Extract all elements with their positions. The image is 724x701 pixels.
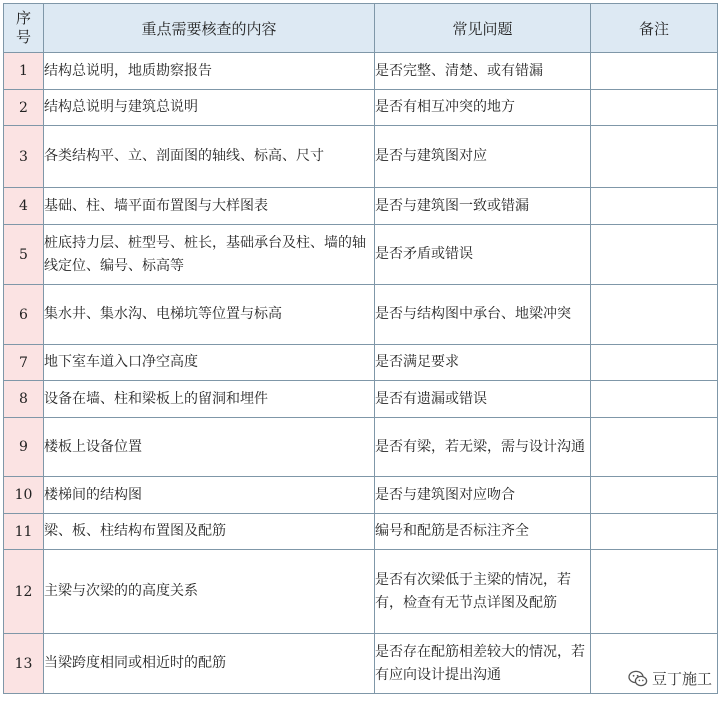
row-issue: 是否与建筑图对应吻合 [375, 477, 591, 514]
row-issue: 是否有遗漏或错误 [375, 381, 591, 418]
row-note [591, 188, 718, 225]
row-content: 集水井、集水沟、电梯坑等位置与标高 [44, 285, 375, 345]
row-content: 各类结构平、立、剖面图的轴线、标高、尺寸 [44, 126, 375, 188]
wechat-icon [628, 670, 648, 688]
table-row [4, 126, 718, 188]
row-number: 8 [4, 381, 44, 418]
row-issue: 是否有梁，若无梁，需与设计沟通 [375, 418, 591, 477]
row-note [591, 514, 718, 550]
header-no: 序 号 [4, 4, 44, 53]
watermark-text: 豆丁施工 [651, 670, 712, 688]
row-note [591, 53, 718, 90]
row-content: 主梁与次梁的的高度关系 [44, 550, 375, 634]
row-content: 楼梯间的结构图 [44, 477, 375, 514]
row-note [591, 90, 718, 126]
row-content: 桩底持力层、桩型号、桩长，基础承台及柱、墙的轴线定位、编号、标高等 [44, 225, 375, 285]
header-issue: 常见问题 [375, 4, 591, 53]
row-content: 结构总说明，地质勘察报告 [44, 53, 375, 90]
row-number: 11 [4, 514, 44, 550]
table-row [4, 225, 718, 285]
row-number: 5 [4, 225, 44, 285]
row-issue: 是否与结构图中承台、地梁冲突 [375, 285, 591, 345]
row-issue: 是否完整、清楚、或有错漏 [375, 53, 591, 90]
table-row [4, 550, 718, 634]
header-content: 重点需要核查的内容 [44, 4, 375, 53]
row-note [591, 418, 718, 477]
row-number: 6 [4, 285, 44, 345]
row-content: 基础、柱、墙平面布置图与大样图表 [44, 188, 375, 225]
header-row [4, 4, 718, 53]
table-row [4, 285, 718, 345]
row-content: 梁、板、柱结构布置图及配筋 [44, 514, 375, 550]
table-row [4, 188, 718, 225]
row-number: 13 [4, 634, 44, 694]
table-row [4, 381, 718, 418]
row-number: 9 [4, 418, 44, 477]
table-row [4, 345, 718, 381]
row-number: 1 [4, 53, 44, 90]
source-watermark [624, 666, 716, 691]
row-number: 4 [4, 188, 44, 225]
row-note [591, 550, 718, 634]
row-issue: 编号和配筋是否标注齐全 [375, 514, 591, 550]
row-issue: 是否有相互冲突的地方 [375, 90, 591, 126]
row-issue: 是否有次梁低于主梁的情况，若有，检查有无节点详图及配筋 [375, 550, 591, 634]
review-checklist-table [3, 3, 718, 694]
row-issue: 是否存在配筋相差较大的情况，若有应向设计提出沟通 [375, 634, 591, 694]
header-note: 备注 [591, 4, 718, 53]
row-note [591, 126, 718, 188]
table-row [4, 514, 718, 550]
row-content: 楼板上设备位置 [44, 418, 375, 477]
table-row [4, 477, 718, 514]
table-row [4, 53, 718, 90]
row-note [591, 285, 718, 345]
row-issue: 是否矛盾或错误 [375, 225, 591, 285]
row-number: 7 [4, 345, 44, 381]
row-number: 12 [4, 550, 44, 634]
row-note [591, 381, 718, 418]
row-issue: 是否与建筑图对应 [375, 126, 591, 188]
row-issue: 是否与建筑图一致或错漏 [375, 188, 591, 225]
row-issue: 是否满足要求 [375, 345, 591, 381]
row-number: 10 [4, 477, 44, 514]
row-note [591, 345, 718, 381]
table-row [4, 418, 718, 477]
row-number: 2 [4, 90, 44, 126]
row-note [591, 225, 718, 285]
row-note [591, 477, 718, 514]
row-content: 地下室车道入口净空高度 [44, 345, 375, 381]
row-content: 当梁跨度相同或相近时的配筋 [44, 634, 375, 694]
row-number: 3 [4, 126, 44, 188]
row-content: 设备在墙、柱和梁板上的留洞和埋件 [44, 381, 375, 418]
row-content: 结构总说明与建筑总说明 [44, 90, 375, 126]
table-row [4, 90, 718, 126]
table-row [4, 634, 718, 694]
